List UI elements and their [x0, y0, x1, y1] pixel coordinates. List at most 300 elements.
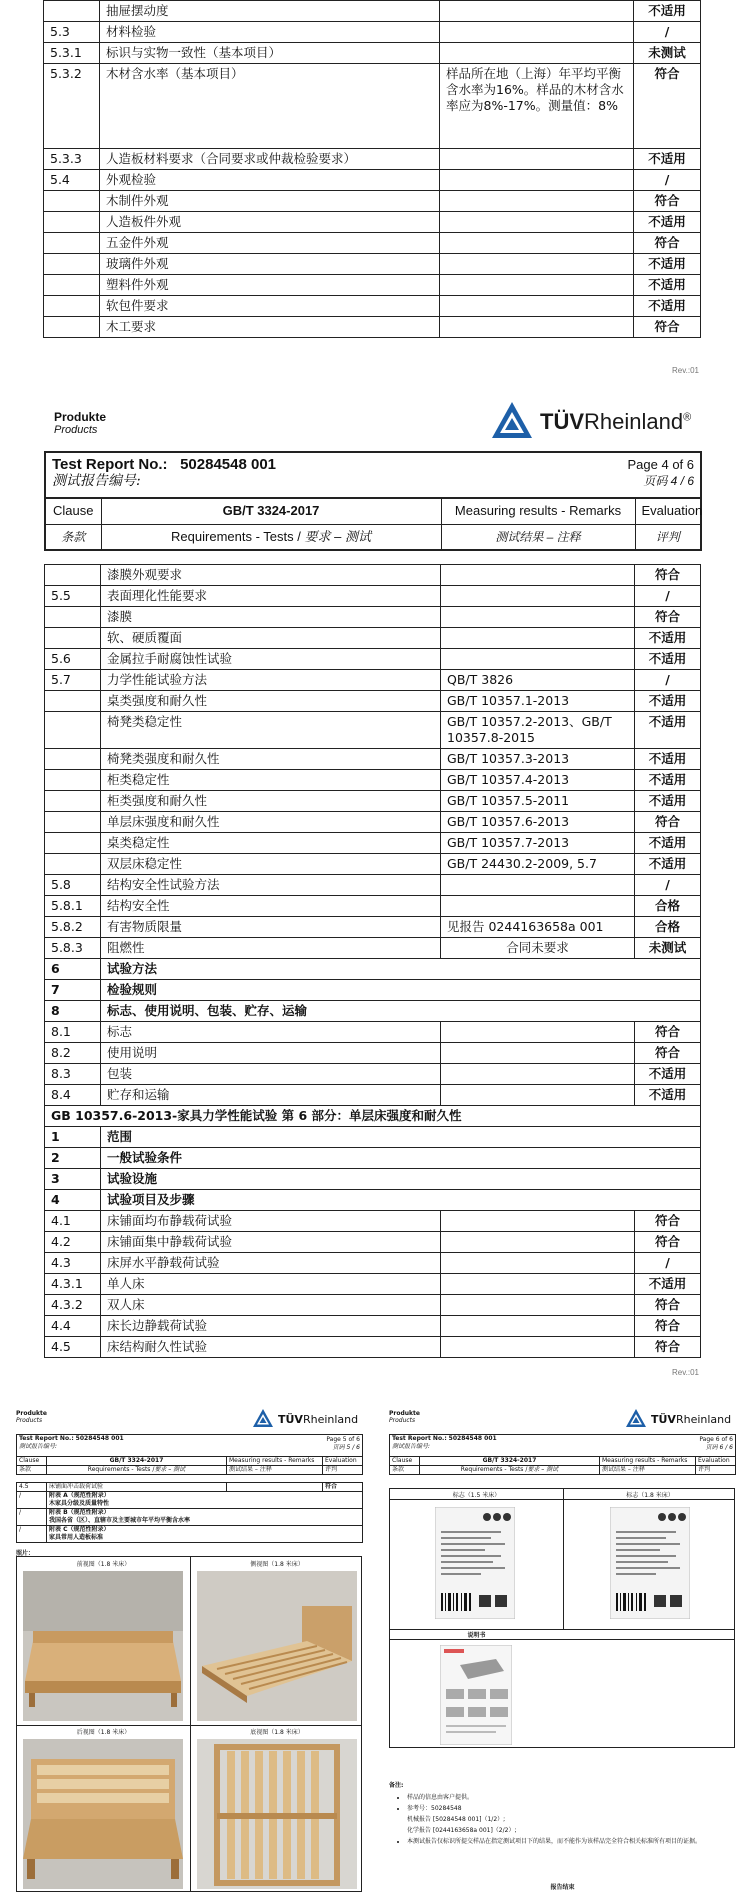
- requirement-text: 床铺面均布静载荷试验: [101, 1211, 441, 1232]
- table-row: [45, 712, 701, 749]
- clause-number: 4.4: [45, 1316, 101, 1337]
- table-row: [44, 64, 701, 149]
- remarks-text: [441, 1211, 635, 1232]
- clause-number: [45, 854, 101, 875]
- table-row: [45, 1337, 701, 1358]
- evaluation-result: 符合: [635, 1232, 701, 1253]
- remarks-text: GB/T 10357.1-2013: [441, 691, 635, 712]
- p5-app-a-title: 附表 A（规范性附录）: [49, 1492, 110, 1499]
- p6-note-2-ref: 参考号：50284548: [407, 1805, 462, 1812]
- remarks-text: GB/T 24430.2-2009, 5.7: [441, 854, 635, 875]
- clause-number: 7: [45, 980, 101, 1001]
- requirement-text: 使用说明: [101, 1043, 441, 1064]
- requirement-text: 结构安全性试验方法: [101, 875, 441, 896]
- requirement-text: 表面理化性能要求: [101, 586, 441, 607]
- label-card-1-8: [610, 1507, 690, 1619]
- requirement-text: 包装: [101, 1064, 441, 1085]
- remarks-text: [440, 1, 634, 22]
- p5-meas-cn: 测试结果 – 注释: [227, 1466, 323, 1475]
- p5-clause: Clause: [17, 1457, 47, 1466]
- clause-number: [45, 812, 101, 833]
- p6-req-cn: 要求 – 测试: [527, 1466, 559, 1473]
- table-row: [45, 565, 701, 586]
- requirement-text: 检验规则: [101, 980, 701, 1001]
- p6-note-2: [407, 1803, 729, 1836]
- bed-side-photo: [197, 1571, 357, 1721]
- table-row: [45, 670, 701, 691]
- requirement-text: 柜类稳定性: [101, 770, 441, 791]
- table-row: [45, 791, 701, 812]
- table-row: [45, 691, 701, 712]
- p5-app-a-sub: 木家具分级及质量特性: [49, 1500, 110, 1507]
- clause-number: [44, 317, 100, 338]
- p6-meas: Measuring results - Remarks: [600, 1457, 696, 1466]
- requirement-text: 椅凳类稳定性: [101, 712, 441, 749]
- bed-front-photo: [23, 1571, 183, 1721]
- table-row: [45, 1295, 701, 1316]
- clause-number: 4.3.2: [45, 1295, 101, 1316]
- requirement-text: 阻燃性: [101, 938, 441, 959]
- clause-number: [44, 191, 100, 212]
- table-row: [45, 812, 701, 833]
- evaluation-result: 不适用: [635, 628, 701, 649]
- bed-back-photo: [23, 1739, 183, 1889]
- clause-number: 4.3: [45, 1253, 101, 1274]
- table-row: [45, 917, 701, 938]
- p6-note-3: • 本测试报告仅标识所提交样品在指定测试项目下的结果，而不能作为该样品完全符合相关标准所有项目的证据。: [407, 1836, 729, 1847]
- table-row: [44, 1, 701, 22]
- p5-photo-label-front: 前视图（1.8 米床）: [76, 1561, 131, 1568]
- requirement-text: 床结构耐久性试验: [101, 1337, 441, 1358]
- evaluation-result: 符合: [634, 317, 701, 338]
- p6-triangle-icon: [625, 1408, 647, 1428]
- table-row: [44, 22, 701, 43]
- evaluation-result: 不适用: [635, 791, 701, 812]
- clause-number: 5.7: [45, 670, 101, 691]
- table-row: [45, 1148, 701, 1169]
- top-results-table: [43, 0, 701, 338]
- tuv-triangle-icon: [490, 400, 534, 440]
- p6-clause: Clause: [390, 1457, 420, 1466]
- p5-logo-rheinland: Rheinland: [302, 1413, 359, 1426]
- evaluation-result: /: [634, 22, 701, 43]
- clause-number: [45, 607, 101, 628]
- table-row: [45, 649, 701, 670]
- clause-number: 5.5: [45, 586, 101, 607]
- p6-produkte: Produkte: [389, 1410, 420, 1417]
- tuv-logo: [490, 400, 700, 440]
- bed-bottom-photo: [197, 1739, 357, 1889]
- p6-logo-tuv: TÜV: [651, 1413, 676, 1426]
- clause-number: 5.8.2: [45, 917, 101, 938]
- p6-page-cn: 页码 6 / 6: [705, 1444, 733, 1451]
- table-row: [45, 586, 701, 607]
- requirement-text: 塑料件外观: [100, 275, 440, 296]
- p6-label-grid: [389, 1488, 735, 1748]
- remarks-text: [441, 1085, 635, 1106]
- p6-note-2-chem: 化学报告 [0244163658a 001]（2/2）;: [407, 1827, 517, 1834]
- evaluation-result: 合格: [635, 896, 701, 917]
- remarks-text: [441, 1064, 635, 1085]
- p5-app-a-clause: /: [17, 1492, 47, 1509]
- remarks-text: [440, 191, 634, 212]
- table-row: [45, 1274, 701, 1295]
- clause-number: 8: [45, 1001, 101, 1022]
- p5-page-cn: 页码 5 / 6: [332, 1444, 360, 1451]
- remarks-text: GB/T 10357.4-2013: [441, 770, 635, 791]
- p5-appendix-table: [16, 1482, 363, 1543]
- p5-page: Page 5 of 6: [326, 1436, 360, 1443]
- evaluation-result: 不适用: [635, 854, 701, 875]
- p5-eval-cn: 评判: [323, 1466, 363, 1475]
- remarks-text: [440, 212, 634, 233]
- p5-triangle-icon: [252, 1408, 274, 1428]
- requirement-text: 人造板件外观: [100, 212, 440, 233]
- remarks-text: GB/T 10357.2-2013、GB/T 10357.8-2015: [441, 712, 635, 749]
- p5-row-clause: 4.5: [17, 1483, 47, 1492]
- table-row: [44, 212, 701, 233]
- p5-app-c-sub: 家具常用人造板标准: [49, 1534, 104, 1541]
- p6-meas-cn: 测试结果 – 注释: [600, 1466, 696, 1475]
- report-no-cn: 测试报告编号:: [52, 473, 141, 489]
- p6-note-2-mech: 机械报告 [50284548 001]（1/2）;: [407, 1816, 506, 1823]
- remarks-text: [440, 149, 634, 170]
- p6-report-label: Test Report No.:: [392, 1435, 447, 1442]
- clause-number: [44, 212, 100, 233]
- remarks-text: 样品所在地（上海）年平均平衡含水率为16%。样品的木材含水率应为8%-17%。测量值：8%: [440, 64, 634, 149]
- table-row: [45, 1106, 701, 1127]
- remarks-text: [441, 586, 635, 607]
- requirement-text: 双人床: [101, 1295, 441, 1316]
- requirement-text: 软包件要求: [100, 296, 440, 317]
- evaluation-result: 符合: [635, 1211, 701, 1232]
- p6-header-table: [389, 1434, 736, 1475]
- clause-number: [45, 833, 101, 854]
- p6-manual-label: 说明书: [467, 1632, 486, 1639]
- remarks-text: GB/T 10357.5-2011: [441, 791, 635, 812]
- requirement-text: 桌类稳定性: [101, 833, 441, 854]
- clause-number: 2: [45, 1148, 101, 1169]
- table-row: [45, 1253, 701, 1274]
- requirement-text: 床铺面集中静载荷试验: [101, 1232, 441, 1253]
- clause-number: [44, 275, 100, 296]
- requirement-text: 一般试验条件: [101, 1148, 701, 1169]
- page6-thumbnail: [385, 1400, 740, 1894]
- requirement-text: 金属拉手耐腐蚀性试验: [101, 649, 441, 670]
- p6-standard: GB/T 3324-2017: [420, 1457, 600, 1466]
- clause-number: 5.6: [45, 649, 101, 670]
- p6-notes-list: [399, 1792, 729, 1847]
- p5-photo-grid: [16, 1556, 362, 1892]
- evaluation-header-cn: 评判: [635, 524, 701, 550]
- revision-label-2: Rev.:01: [672, 1368, 699, 1377]
- requirements-header-cn: 要求 – 测试: [304, 528, 371, 544]
- clause-number: [45, 749, 101, 770]
- table-row: [45, 875, 701, 896]
- clause-number: 8.2: [45, 1043, 101, 1064]
- evaluation-result: 不适用: [635, 770, 701, 791]
- p5-photo-label-bottom: 底视图（1.8 米床）: [250, 1729, 304, 1736]
- table-row: [44, 191, 701, 212]
- report-header-table: [44, 451, 702, 551]
- evaluation-result: 符合: [635, 565, 701, 586]
- clause-number: [45, 565, 101, 586]
- evaluation-result: 符合: [635, 1316, 701, 1337]
- clause-number: 4: [45, 1190, 101, 1211]
- p6-logo: [625, 1408, 735, 1428]
- evaluation-result: 不适用: [635, 1274, 701, 1295]
- produkte-label: Produkte: [54, 410, 107, 424]
- evaluation-result: 不适用: [634, 275, 701, 296]
- p5-photos-label: 照片：: [16, 1550, 35, 1557]
- table-row: [44, 296, 701, 317]
- p5-row-req: 床铺面冲击载荷试验: [47, 1483, 227, 1492]
- p5-eval: Evaluation: [323, 1457, 363, 1466]
- clause-number: 4.1: [45, 1211, 101, 1232]
- requirements-header: [101, 524, 441, 550]
- requirement-text: 结构安全性: [101, 896, 441, 917]
- page5-thumbnail: [12, 1400, 367, 1894]
- requirement-text: 五金件外观: [100, 233, 440, 254]
- requirement-text: 木工要求: [100, 317, 440, 338]
- label-card-1-5: [435, 1507, 515, 1619]
- evaluation-result: 未测试: [635, 938, 701, 959]
- manual-sheet: [440, 1645, 512, 1745]
- clause-number: 1: [45, 1127, 101, 1148]
- requirement-text: 软、硬质覆面: [101, 628, 441, 649]
- report-no-label: Test Report No.:: [52, 456, 168, 473]
- report-no: 50284548 001: [180, 456, 277, 473]
- requirement-text: 床长边静载荷试验: [101, 1316, 441, 1337]
- p6-products: Products: [389, 1417, 416, 1424]
- requirement-text: 力学性能试验方法: [101, 670, 441, 691]
- remarks-text: [441, 1232, 635, 1253]
- requirement-text: 标志、使用说明、包装、贮存、运输: [101, 1001, 701, 1022]
- p6-label-right: 标志（1.8 米床）: [626, 1492, 674, 1499]
- clause-number: 5.8.1: [45, 896, 101, 917]
- p5-report-no: 50284548 001: [75, 1435, 124, 1442]
- table-row: [45, 1001, 701, 1022]
- clause-number: [45, 770, 101, 791]
- logo-tuv: TÜV: [540, 409, 584, 434]
- measuring-header: Measuring results - Remarks: [441, 498, 635, 524]
- evaluation-result: 符合: [635, 1337, 701, 1358]
- p5-meas: Measuring results - Remarks: [227, 1457, 323, 1466]
- p5-app-b-title: 附表 B（规范性附录）: [49, 1509, 110, 1516]
- evaluation-result: 未测试: [634, 43, 701, 64]
- requirement-text: 贮存和运输: [101, 1085, 441, 1106]
- remarks-text: GB/T 10357.3-2013: [441, 749, 635, 770]
- p5-row-ev: 符合: [323, 1483, 363, 1492]
- requirement-text: 桌类强度和耐久性: [101, 691, 441, 712]
- table-row: [45, 1316, 701, 1337]
- remarks-text: [441, 875, 635, 896]
- requirement-text: 试验方法: [101, 959, 701, 980]
- remarks-text: [440, 254, 634, 275]
- requirement-text: 单人床: [101, 1274, 441, 1295]
- p5-photo-label-side: 侧视图（1.8 米床）: [250, 1561, 304, 1568]
- evaluation-result: 不适用: [634, 296, 701, 317]
- table-row: [45, 1211, 701, 1232]
- remarks-text: [440, 296, 634, 317]
- p6-eval: Evaluation: [696, 1457, 736, 1466]
- evaluation-result: 不适用: [634, 1, 701, 22]
- clause-number: 5.3.1: [44, 43, 100, 64]
- evaluation-result: 符合: [634, 64, 701, 149]
- p5-standard: GB/T 3324-2017: [47, 1457, 227, 1466]
- table-row: [44, 170, 701, 191]
- requirement-text: 椅凳类强度和耐久性: [101, 749, 441, 770]
- logo-rheinland: Rheinland: [584, 409, 684, 434]
- remarks-text: [441, 1022, 635, 1043]
- evaluation-result: /: [634, 170, 701, 191]
- requirement-text: 床屏水平静载荷试验: [101, 1253, 441, 1274]
- table-row: [45, 1064, 701, 1085]
- p5-logo: [252, 1408, 362, 1428]
- table-row: [45, 749, 701, 770]
- requirement-text: 木材含水率（基本项目）: [100, 64, 440, 149]
- p5-report-label: Test Report No.:: [19, 1435, 74, 1442]
- p6-report-cn: 测试报告编号:: [392, 1443, 431, 1450]
- clause-number: [45, 691, 101, 712]
- p5-app-b-clause: /: [17, 1509, 47, 1526]
- evaluation-result: 不适用: [635, 649, 701, 670]
- p5-app-c-title: 附表 C（规范性附录）: [49, 1526, 110, 1533]
- clause-number: [44, 254, 100, 275]
- clause-number: [44, 1, 100, 22]
- clause-header: Clause: [45, 498, 101, 524]
- clause-number: 5.3.2: [44, 64, 100, 149]
- table-row: [45, 770, 701, 791]
- p5-header-table: [16, 1434, 363, 1475]
- evaluation-result: 符合: [634, 233, 701, 254]
- evaluation-result: 不适用: [635, 749, 701, 770]
- table-row: [45, 1127, 701, 1148]
- measuring-header-cn: 测试结果 – 注释: [441, 524, 635, 550]
- evaluation-result: 符合: [635, 812, 701, 833]
- clause-number: 5.4: [44, 170, 100, 191]
- p6-report-no: 50284548 001: [448, 1435, 497, 1442]
- clause-number: 8.4: [45, 1085, 101, 1106]
- p6-eval-cn: 评判: [696, 1466, 736, 1475]
- table-row: [44, 317, 701, 338]
- evaluation-result: 不适用: [635, 1085, 701, 1106]
- remarks-text: [440, 233, 634, 254]
- remarks-text: [441, 649, 635, 670]
- table-row: [45, 959, 701, 980]
- requirement-text: 木制件外观: [100, 191, 440, 212]
- clause-number: [45, 791, 101, 812]
- remarks-text: [441, 1253, 635, 1274]
- p6-label-left: 标志（1.5 米床）: [452, 1492, 501, 1499]
- evaluation-result: 符合: [634, 191, 701, 212]
- p5-req-cn: 要求 – 测试: [154, 1466, 186, 1473]
- table-row: [45, 1022, 701, 1043]
- requirement-text: 漆膜: [101, 607, 441, 628]
- remarks-text: [441, 896, 635, 917]
- clause-number: 8.3: [45, 1064, 101, 1085]
- p6-note-1: • 样品的信息由客户提供。: [407, 1792, 729, 1803]
- evaluation-result: /: [635, 1253, 701, 1274]
- p5-produkte: Produkte: [16, 1410, 47, 1417]
- table-row: [45, 854, 701, 875]
- evaluation-result: 不适用: [634, 149, 701, 170]
- revision-label: Rev.:01: [672, 366, 699, 375]
- remarks-text: [441, 1295, 635, 1316]
- p5-photo-label-back: 后视图（1.8 米床）: [76, 1729, 131, 1736]
- evaluation-result: /: [635, 670, 701, 691]
- p5-report-cn: 测试报告编号:: [19, 1443, 58, 1450]
- p6-notes-title: 备注:: [389, 1782, 404, 1789]
- remarks-text: QB/T 3826: [441, 670, 635, 691]
- remarks-text: [440, 317, 634, 338]
- table-row: [45, 1232, 701, 1253]
- requirement-text: 双层床稳定性: [101, 854, 441, 875]
- products-label: Products: [54, 424, 98, 436]
- evaluation-result: /: [635, 875, 701, 896]
- requirements-header-en: Requirements - Tests /: [171, 528, 301, 544]
- remarks-text: 合同未要求: [441, 938, 635, 959]
- remarks-text: [441, 1316, 635, 1337]
- requirement-text: 标识与实物一致性（基本项目）: [100, 43, 440, 64]
- p5-app-b-sub: 我国各省（区）、直辖市及主要城市年平均平衡含水率: [49, 1517, 191, 1524]
- clause-number: [44, 296, 100, 317]
- clause-header-cn: 条款: [45, 524, 101, 550]
- table-row: [44, 254, 701, 275]
- requirement-text: 柜类强度和耐久性: [101, 791, 441, 812]
- remarks-text: [440, 43, 634, 64]
- p5-req: Requirements - Tests /: [87, 1466, 155, 1473]
- evaluation-result: 不适用: [635, 712, 701, 749]
- remarks-text: [441, 628, 635, 649]
- section-title: GB 10357.6-2013-家具力学性能试验 第 6 部分：单层床强度和耐久性: [45, 1106, 701, 1127]
- table-row: [45, 980, 701, 1001]
- evaluation-result: /: [635, 586, 701, 607]
- evaluation-result: 符合: [635, 1022, 701, 1043]
- page-number: Page 4 of 6: [627, 457, 695, 472]
- p6-clause-cn: 条款: [390, 1466, 420, 1475]
- main-results-table: [44, 564, 701, 1358]
- table-row: [44, 233, 701, 254]
- p5-app-c-clause: /: [17, 1526, 47, 1543]
- table-row: [45, 1169, 701, 1190]
- p6-page: Page 6 of 6: [699, 1436, 733, 1443]
- requirement-text: 范围: [101, 1127, 701, 1148]
- requirement-text: 试验项目及步骤: [101, 1190, 701, 1211]
- requirement-text: 人造板材料要求（合同要求或仲裁检验要求）: [100, 149, 440, 170]
- requirement-text: 材料检验: [100, 22, 440, 43]
- evaluation-result: 符合: [635, 1295, 701, 1316]
- standard-header: GB/T 3324-2017: [101, 498, 441, 524]
- remarks-text: [441, 1274, 635, 1295]
- evaluation-result: 符合: [635, 1043, 701, 1064]
- remarks-text: GB/T 10357.6-2013: [441, 812, 635, 833]
- remarks-text: [440, 22, 634, 43]
- remarks-text: [441, 1337, 635, 1358]
- remarks-text: GB/T 10357.7-2013: [441, 833, 635, 854]
- evaluation-header: Evaluation: [635, 498, 701, 524]
- table-row: [45, 628, 701, 649]
- requirement-text: 外观检验: [100, 170, 440, 191]
- clause-number: 4.2: [45, 1232, 101, 1253]
- p6-logo-rheinland: Rheinland: [675, 1413, 732, 1426]
- evaluation-result: 不适用: [635, 1064, 701, 1085]
- remarks-text: [441, 607, 635, 628]
- table-row: [45, 1190, 701, 1211]
- clause-number: 5.3: [44, 22, 100, 43]
- p5-products: Products: [16, 1417, 43, 1424]
- page-number-cn: 页码 4 / 6: [643, 474, 695, 488]
